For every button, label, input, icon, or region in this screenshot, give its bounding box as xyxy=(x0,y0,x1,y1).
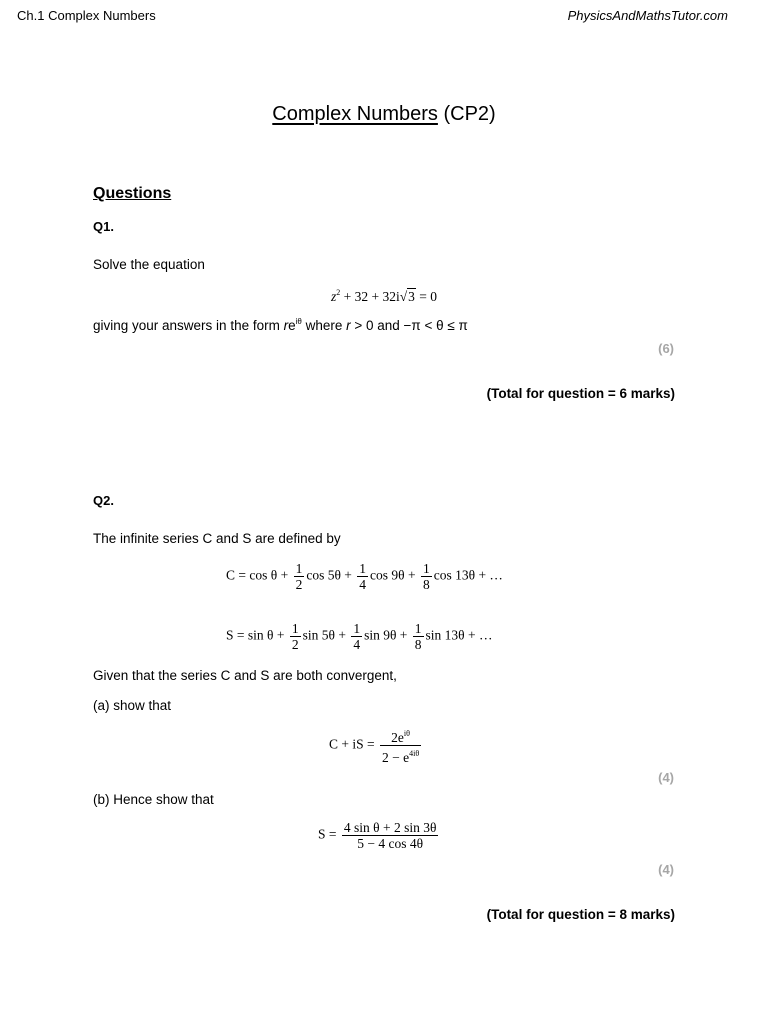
q2-s-series xyxy=(226,621,493,652)
q1-form-text xyxy=(93,317,468,333)
c-term-2: cos 9θ + xyxy=(370,567,419,583)
c-frac-1-den: 2 xyxy=(295,577,303,592)
q2-total: (Total for question = 8 marks) xyxy=(486,907,675,922)
q2-c-series xyxy=(226,561,503,592)
eq-a-den-exp: 4iθ xyxy=(409,749,420,758)
q1-form-text-1: giving your answers in the form xyxy=(93,318,284,333)
q2-part-a: (a) show that xyxy=(93,698,172,713)
eq-b-num: 4 sin θ + 2 sin 3θ xyxy=(343,820,437,835)
q1-form-text-2: where xyxy=(301,318,347,333)
s-frac-1-den: 2 xyxy=(291,637,299,652)
questions-heading: Questions xyxy=(93,185,172,202)
q2-marks-a: (4) xyxy=(658,770,674,785)
title-code: (CP2) xyxy=(437,103,496,125)
q1-form-r2: r xyxy=(346,318,351,333)
c-frac-3 xyxy=(421,561,432,592)
eq-a-den-text: 2 − e xyxy=(382,750,410,765)
q1-eq-z: z xyxy=(330,289,337,304)
q1-eq-middle: + 32 + 32i xyxy=(340,289,400,304)
q1-form-cond: > 0 and −π < θ ≤ π xyxy=(350,318,468,333)
q2-prompt: The infinite series C and S are defined by xyxy=(93,531,341,546)
s-frac-3-den: 8 xyxy=(414,637,422,652)
q1-marks: (6) xyxy=(658,341,674,356)
c-frac-1 xyxy=(294,561,305,592)
s-term-3: sin 13θ + … xyxy=(425,627,493,643)
eq-b-lhs: S = xyxy=(318,826,340,842)
eq-a-num xyxy=(380,726,421,746)
s-frac-2 xyxy=(351,621,362,652)
eq-a-num-exp: iθ xyxy=(403,729,410,738)
s-lhs: S = sin θ + xyxy=(226,627,288,643)
eq-a-lhs: C + iS = xyxy=(329,736,378,752)
s-frac-1 xyxy=(290,621,301,652)
header-site: PhysicsAndMathsTutor.com xyxy=(567,8,728,23)
q1-eq-root: 3 xyxy=(408,289,415,304)
q1-form-e: e xyxy=(288,318,296,333)
q1-form-exp: iθ xyxy=(295,317,302,326)
q1-eq-power: 2 xyxy=(336,288,341,297)
q1-eq-rhs: = 0 xyxy=(415,289,438,304)
c-term-1: cos 5θ + xyxy=(306,567,356,583)
eq-b-frac xyxy=(342,820,439,851)
eq-a-num-text: 2e xyxy=(391,730,404,745)
s-frac-2-den: 4 xyxy=(353,637,361,652)
s-frac-3-num: 1 xyxy=(414,621,422,636)
title-main: Complex Numbers xyxy=(272,103,438,125)
c-frac-2-num: 1 xyxy=(359,561,367,576)
q1-form-r: r xyxy=(283,318,289,333)
s-term-2: sin 9θ + xyxy=(364,627,411,643)
q2-part-b: (b) Hence show that xyxy=(93,792,214,807)
q2-label: Q2. xyxy=(93,493,114,508)
page-title xyxy=(0,103,768,126)
s-frac-2-num: 1 xyxy=(353,621,361,636)
c-lhs: C = cos θ + xyxy=(226,567,292,583)
q1-prompt: Solve the equation xyxy=(93,257,205,272)
q2-marks-b: (4) xyxy=(658,862,674,877)
q2-eq-b xyxy=(318,820,440,851)
q2-given: Given that the series C and S are both convergent, xyxy=(93,668,397,683)
c-frac-3-den: 8 xyxy=(422,577,430,592)
eq-a-frac xyxy=(380,726,421,765)
eq-a-den xyxy=(380,746,421,765)
c-frac-2 xyxy=(357,561,368,592)
c-frac-3-num: 1 xyxy=(422,561,430,576)
c-frac-2-den: 4 xyxy=(359,577,367,592)
s-frac-3 xyxy=(413,621,424,652)
s-term-1: sin 5θ + xyxy=(302,627,350,643)
q1-equation: $z^2 + 32 + 32i√3 = 0$ xyxy=(330,288,438,304)
q1-total: (Total for question = 6 marks) xyxy=(486,386,675,401)
eq-b-den: 5 − 4 cos 4θ xyxy=(357,836,424,851)
q1-label: Q1. xyxy=(93,219,114,234)
header-chapter: Ch.1 Complex Numbers xyxy=(17,8,156,23)
s-frac-1-num: 1 xyxy=(291,621,299,636)
c-term-3: cos 13θ + … xyxy=(433,567,503,583)
q2-eq-a xyxy=(329,726,423,765)
c-frac-1-num: 1 xyxy=(295,561,303,576)
